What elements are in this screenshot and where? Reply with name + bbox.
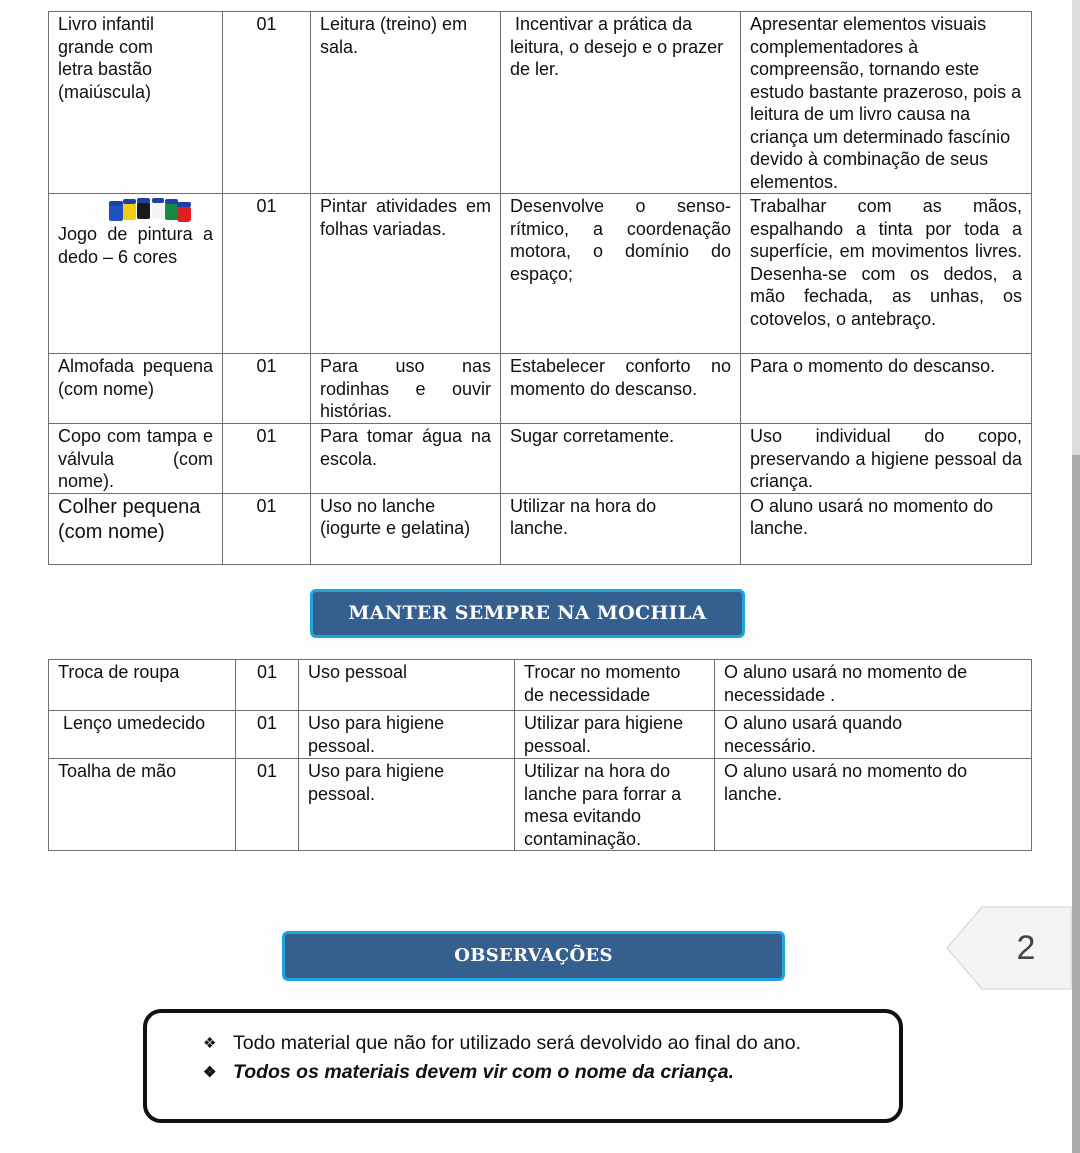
use-cell: Uso no lanche (iogurte e gelatina) bbox=[311, 493, 501, 564]
objective-cell: Utilizar para higiene pessoal. bbox=[515, 711, 715, 759]
objective-cell: Desenvolve o senso-rítmico, a coordenação motora, o domínio do espaço; bbox=[501, 194, 741, 354]
observation-item: ❖ Todo material que não for utilizado será devolvido ao final do ano. bbox=[203, 1029, 899, 1058]
quantity-cell: 01 bbox=[236, 759, 299, 851]
quantity-cell: 01 bbox=[236, 660, 299, 711]
objective-cell: Utilizar na hora do lanche. bbox=[501, 493, 741, 564]
use-cell: Pintar atividades em folhas variadas. bbox=[311, 194, 501, 354]
justification-cell: O aluno usará no momento de necessidade . bbox=[715, 660, 1032, 711]
justification-cell: O aluno usará no momento do lanche. bbox=[741, 493, 1032, 564]
justification-cell: O aluno usará no momento do lanche. bbox=[715, 759, 1032, 851]
page-number-tab bbox=[946, 906, 1072, 990]
use-cell: Uso para higiene pessoal. bbox=[299, 711, 515, 759]
use-cell: Para uso nas rodinhas e ouvir histórias. bbox=[311, 354, 501, 424]
page-number: 2 bbox=[1016, 929, 1036, 967]
scrollbar-thumb[interactable] bbox=[1072, 455, 1080, 1153]
objective-cell: Sugar corretamente. bbox=[501, 424, 741, 494]
table-row bbox=[49, 493, 1032, 564]
objective-cell: Utilizar na hora do lanche para forrar a mesa evitando contaminação. bbox=[515, 759, 715, 851]
table-row bbox=[49, 660, 1032, 711]
use-cell: Uso pessoal bbox=[299, 660, 515, 711]
table-row bbox=[49, 759, 1032, 851]
table-row bbox=[49, 711, 1032, 759]
item-cell: Jogo de pintura a dedo – 6 cores bbox=[49, 194, 223, 354]
item-cell: Toalha de mão bbox=[49, 759, 236, 851]
item-cell: Lenço umedecido bbox=[49, 711, 236, 759]
justification-cell: Apresentar elementos visuais complementadores à compreensão, tornando este estudo bastante prazeroso, pois a leitura de um livro causa na criança um determinado fascínio devido à combinação de seus elementos. bbox=[741, 12, 1032, 194]
justification-cell: O aluno usará quando necessário. bbox=[715, 711, 1032, 759]
table-row bbox=[49, 354, 1032, 424]
item-cell: Almofada pequena (com nome) bbox=[49, 354, 223, 424]
use-cell: Uso para higiene pessoal. bbox=[299, 759, 515, 851]
use-cell: Leitura (treino) em sala. bbox=[311, 12, 501, 194]
diamond-bullet-icon: ❖ bbox=[203, 1035, 217, 1052]
diamond-bullet-icon: ❖ bbox=[203, 1064, 217, 1081]
quantity-cell: 01 bbox=[223, 424, 311, 494]
quantity-cell: 01 bbox=[223, 354, 311, 424]
section-banner-backpack: MANTER SEMPRE NA MOCHILA bbox=[310, 589, 745, 638]
observations-box bbox=[143, 1009, 903, 1123]
justification-cell: Para o momento do descanso. bbox=[741, 354, 1032, 424]
table-row bbox=[49, 194, 1032, 354]
quantity-cell: 01 bbox=[223, 493, 311, 564]
materials-table bbox=[48, 11, 1032, 565]
use-cell: Para tomar água na escola. bbox=[311, 424, 501, 494]
item-cell: Livro infantil grande com letra bastão (maiúscula) bbox=[49, 12, 223, 194]
objective-cell: Trocar no momento de necessidade bbox=[515, 660, 715, 711]
item-cell: Colher pequena (com nome) bbox=[49, 493, 223, 564]
finger-paint-jars-icon bbox=[107, 197, 193, 223]
objective-cell: Incentivar a prática da leitura, o desejo e o prazer de ler. bbox=[501, 12, 741, 194]
observation-item: ❖ Todos os materiais devem vir com o nome da criança. bbox=[203, 1058, 899, 1087]
quantity-cell: 01 bbox=[236, 711, 299, 759]
quantity-cell: 01 bbox=[223, 194, 311, 354]
table-row bbox=[49, 12, 1032, 194]
objective-cell: Estabelecer conforto no momento do descanso. bbox=[501, 354, 741, 424]
item-cell: Troca de roupa bbox=[49, 660, 236, 711]
item-cell: Copo com tampa e válvula (com nome). bbox=[49, 424, 223, 494]
backpack-table bbox=[48, 659, 1032, 851]
section-banner-observations: OBSERVAÇÕES bbox=[282, 931, 785, 981]
table-row bbox=[49, 424, 1032, 494]
vertical-scrollbar[interactable] bbox=[1072, 0, 1080, 1153]
justification-cell: Trabalhar com as mãos, espalhando a tinta por toda a superfície, em movimentos livres. Desenha-se com os dedos, a mão fechada, as unhas, os cotovelos, o antebraço. bbox=[741, 194, 1032, 354]
quantity-cell: 01 bbox=[223, 12, 311, 194]
justification-cell: Uso individual do copo, preservando a higiene pessoal da criança. bbox=[741, 424, 1032, 494]
